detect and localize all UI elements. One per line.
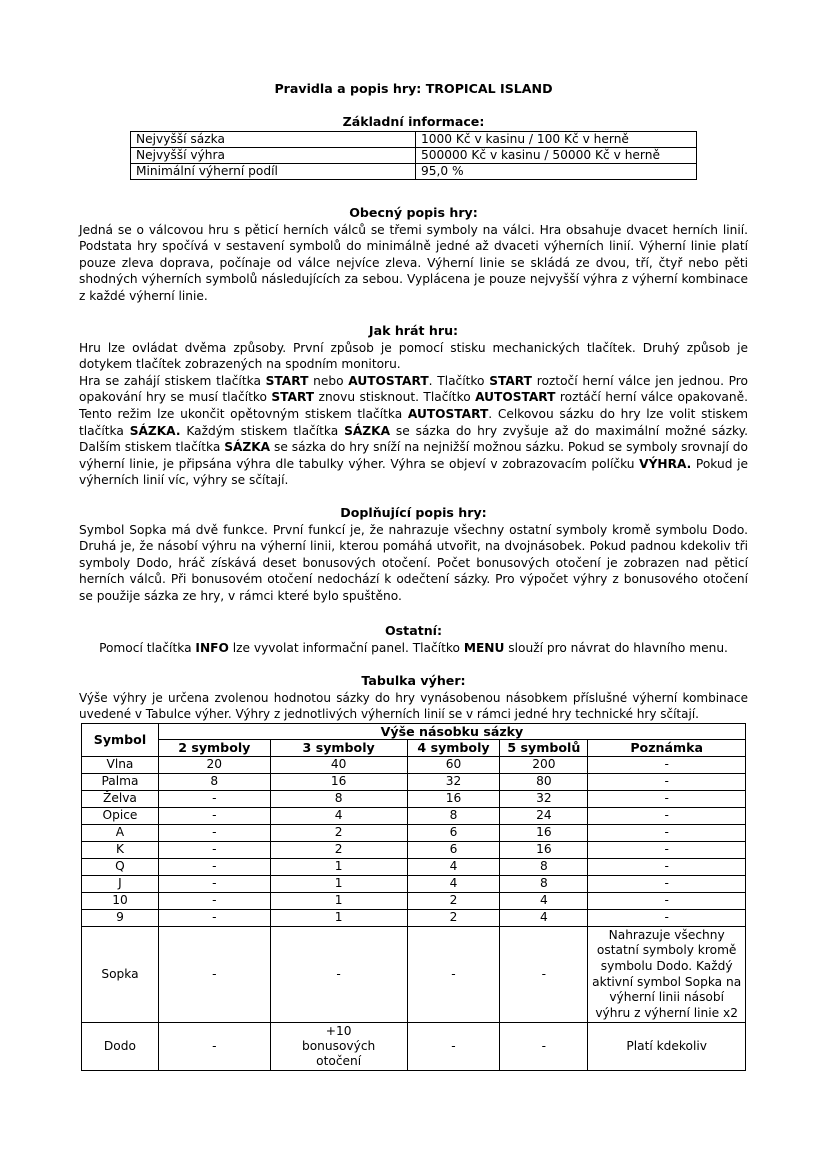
button-ref: SÁZKA. — [129, 423, 181, 438]
text: roztáčí herní válce opakovaně. Tento režim lze ukončit opětovným stiskem tlačítka — [79, 390, 748, 421]
text: nebo — [308, 373, 349, 388]
note-cell: - — [588, 773, 746, 790]
multiplier-cell: - — [158, 892, 270, 909]
multiplier-cell: - — [500, 1023, 588, 1071]
column-header: 2 symboly — [158, 740, 270, 756]
note-cell: - — [588, 807, 746, 824]
multiplier-cell: 6 — [407, 824, 500, 841]
button-ref: SÁZKA — [344, 423, 391, 438]
multiplier-cell: 8 — [158, 773, 270, 790]
multiplier-cell: - — [158, 841, 270, 858]
multiplier-cell: +10 bonusových otočení — [270, 1023, 407, 1071]
other-text — [79, 640, 748, 657]
info-value: 95,0 % — [416, 164, 697, 180]
text: . Celkovou sázku do hry lze volit stiskem tlačítka — [79, 406, 749, 438]
note-cell: Nahrazuje všechny ostatní symboly kromě symbolu Dodo. Každý aktivní symbol Sopka na výherní linii násobí výhru z výherní linie x2 — [588, 926, 746, 1023]
how-to-play-section — [79, 323, 748, 489]
other-heading: Ostatní: — [384, 623, 443, 638]
button-ref: START — [271, 390, 315, 405]
table-row — [82, 756, 746, 773]
text: slouží pro návrat do hlavního menu. — [504, 640, 728, 655]
note-cell: - — [588, 909, 746, 926]
text: Každým stiskem tlačítka — [180, 423, 345, 438]
multiplier-cell: 4 — [500, 909, 588, 926]
table-row — [82, 892, 746, 909]
symbol-cell: Želva — [82, 790, 159, 807]
symbol-cell: Opice — [82, 807, 159, 824]
note-cell: - — [588, 824, 746, 841]
multiplier-cell: - — [158, 875, 270, 892]
text: Pokud je výherních linií víc, výhry se sčítají. — [79, 456, 748, 488]
text: znovu stisknout. Tlačítko — [314, 390, 476, 405]
symbol-cell: A — [82, 824, 159, 841]
how-to-play-heading: Jak hrát hru: — [368, 323, 459, 338]
additional-section — [79, 505, 748, 605]
table-header-row — [82, 740, 746, 756]
table-row — [82, 875, 746, 892]
symbol-cell: K — [82, 841, 159, 858]
paytable-intro: Výše výhry je určena zvolenou hodnotou sázky do hry vynásobenou násobkem příslušné výherní kombinace uvedené v Tabulce výher. Výhry z jednotlivých výherních linií se v rámci jedné hry technické hry sčítají. — [79, 690, 748, 722]
column-header-symbol: Symbol — [82, 724, 159, 757]
text: roztočí herní válce jen jednou. Pro opakování hry se musí tlačítko — [79, 373, 749, 405]
table-row — [82, 926, 746, 1023]
multiplier-cell: 60 — [407, 756, 500, 773]
info-value: 500000 Kč v kasinu / 50000 Kč v herně — [416, 148, 697, 164]
multiplier-cell: - — [158, 824, 270, 841]
table-row — [82, 790, 746, 807]
column-header: 4 symboly — [407, 740, 500, 756]
button-ref: MENU — [463, 640, 505, 655]
multiplier-cell: 1 — [270, 892, 407, 909]
column-header-group: Výše násobku sázky — [158, 724, 745, 740]
symbol-cell: Dodo — [82, 1023, 159, 1071]
multiplier-cell: 24 — [500, 807, 588, 824]
multiplier-cell: - — [158, 1023, 270, 1071]
multiplier-cell: 8 — [500, 875, 588, 892]
table-row — [82, 1023, 746, 1071]
table-row — [131, 148, 697, 164]
table-header-row — [82, 724, 746, 740]
symbol-cell: Vlna — [82, 756, 159, 773]
note-cell: - — [588, 892, 746, 909]
symbol-cell: 9 — [82, 909, 159, 926]
multiplier-cell: 32 — [500, 790, 588, 807]
info-label: Nejvyšší výhra — [131, 148, 416, 164]
multiplier-cell: 4 — [407, 858, 500, 875]
text: . Tlačítko — [428, 373, 490, 388]
how-to-play-p1: Hru lze ovládat dvěma způsoby. První způsob je pomocí stisku mechanických tlačítek. Druhý způsob je dotykem tlačítek zobrazených na spodním monitoru. — [79, 340, 748, 372]
multiplier-cell: 80 — [500, 773, 588, 790]
multiplier-cell: 2 — [407, 909, 500, 926]
text: se sázka do hry zvyšuje až do maximální možné sázky. Dalším stiskem tlačítka — [79, 423, 748, 455]
multiplier-cell: - — [270, 926, 407, 1023]
table-row — [82, 858, 746, 875]
text: Hra se zahájí stiskem tlačítka — [79, 373, 266, 388]
table-row — [82, 824, 746, 841]
multiplier-cell: 6 — [407, 841, 500, 858]
text: lze vyvolat informační panel. Tlačítko — [228, 640, 464, 655]
column-header: 5 symbolů — [500, 740, 588, 756]
paytable-section — [79, 673, 748, 723]
table-row — [131, 164, 697, 180]
multiplier-cell: - — [500, 926, 588, 1023]
symbol-cell: J — [82, 875, 159, 892]
info-value: 1000 Kč v kasinu / 100 Kč v herně — [416, 132, 697, 148]
multiplier-cell: 16 — [270, 773, 407, 790]
multiplier-cell: 16 — [500, 841, 588, 858]
paytable — [81, 723, 746, 1071]
text: Pomocí tlačítka — [99, 640, 196, 655]
symbol-cell: 10 — [82, 892, 159, 909]
symbol-cell: Palma — [82, 773, 159, 790]
table-row — [131, 132, 697, 148]
note-cell: - — [588, 790, 746, 807]
multiplier-cell: 4 — [407, 875, 500, 892]
multiplier-cell: - — [407, 1023, 500, 1071]
table-row — [82, 807, 746, 824]
other-section — [79, 623, 748, 656]
column-header: Poznámka — [588, 740, 746, 756]
multiplier-cell: 8 — [270, 790, 407, 807]
general-text: Jedná se o válcovou hru s pěticí herních válců se třemi symboly na válci. Hra obsahuje dvacet herních linií. Podstata hry spočívá v sestavení symbolů do minimálně jedné až dvaceti výherních linií. Výherní linie platí pouze zleva doprava, počínaje od válce nejvíce zleva. Výherní linie se skládá ze dvou, tří, čtyř nebo pěti shodných výherních symbolů následujících za sebou. Vyplácena je pouze nejvyšší výhra z výherní kombinace z každé výherní linie. — [79, 222, 748, 303]
note-cell: - — [588, 756, 746, 773]
multiplier-cell: 1 — [270, 858, 407, 875]
button-ref: AUTOSTART — [407, 406, 489, 421]
multiplier-cell: 200 — [500, 756, 588, 773]
button-ref: AUTOSTART — [348, 373, 429, 388]
multiplier-cell: 32 — [407, 773, 500, 790]
multiplier-cell: 2 — [407, 892, 500, 909]
paytable-heading: Tabulka výher: — [361, 673, 466, 688]
symbol-cell: Sopka — [82, 926, 159, 1023]
multiplier-cell: - — [158, 858, 270, 875]
note-cell: - — [588, 875, 746, 892]
button-ref: START — [265, 373, 309, 388]
multiplier-cell: 16 — [500, 824, 588, 841]
note-cell: Platí kdekoliv — [588, 1023, 746, 1071]
text: se sázka do hry sníží na nejnižší možnou sázku. Pokud se symboly srovnají do výherní linie, je připsána výhra dle tabulky výher. Výhra se objeví v zobrazovacím políčku — [79, 440, 748, 471]
multiplier-cell: - — [158, 909, 270, 926]
additional-heading: Doplňující popis hry: — [340, 505, 487, 520]
additional-text: Symbol Sopka má dvě funkce. První funkcí je, že nahrazuje všechny ostatní symboly kromě symbolu Dodo. Druhá je, že násobí výhru na výherní linii, kterou pomáhá utvořit, na dvojnásobek. Pokud padnou kdekoliv tři symboly Dodo, hráč získává deset bonusových otočení. Počet bonusových otočení je zobrazen nad pěticí herních válců. Při bonusovém otočení nedochází k odečtení sázky. Pro výpočet výhry z bonusového otočení se použije sázka ze hry, v rámci které bylo spuštěno. — [79, 522, 748, 603]
button-ref: START — [489, 373, 532, 388]
button-ref: INFO — [195, 640, 229, 655]
table-row — [82, 841, 746, 858]
info-label: Nejvyšší sázka — [131, 132, 416, 148]
button-ref: VÝHRA. — [639, 456, 692, 471]
table-row — [82, 773, 746, 790]
multiplier-cell: 20 — [158, 756, 270, 773]
info-label: Minimální výherní podíl — [131, 164, 416, 180]
how-to-play-p2 — [79, 373, 748, 489]
multiplier-cell: 4 — [500, 892, 588, 909]
multiplier-cell: 8 — [500, 858, 588, 875]
multiplier-cell: - — [158, 807, 270, 824]
column-header: 3 symboly — [270, 740, 407, 756]
note-cell: - — [588, 858, 746, 875]
document-title: Pravidla a popis hry: TROPICAL ISLAND — [274, 81, 553, 96]
multiplier-cell: - — [158, 790, 270, 807]
multiplier-cell: - — [158, 926, 270, 1023]
multiplier-cell: 2 — [270, 824, 407, 841]
basic-info-table — [130, 131, 697, 180]
multiplier-cell: 16 — [407, 790, 500, 807]
multiplier-cell: 1 — [270, 875, 407, 892]
symbol-cell: Q — [82, 858, 159, 875]
table-row — [82, 909, 746, 926]
button-ref: SÁZKA — [224, 440, 271, 455]
paytable-body — [82, 756, 746, 1071]
basic-info-heading: Základní informace: — [342, 114, 485, 129]
multiplier-cell: 4 — [270, 807, 407, 824]
button-ref: AUTOSTART — [475, 390, 556, 405]
multiplier-cell: 40 — [270, 756, 407, 773]
multiplier-cell: - — [407, 926, 500, 1023]
general-heading: Obecný popis hry: — [349, 205, 478, 220]
multiplier-cell: 2 — [270, 841, 407, 858]
multiplier-cell: 8 — [407, 807, 500, 824]
multiplier-cell: 1 — [270, 909, 407, 926]
note-cell: - — [588, 841, 746, 858]
general-section — [79, 205, 748, 305]
